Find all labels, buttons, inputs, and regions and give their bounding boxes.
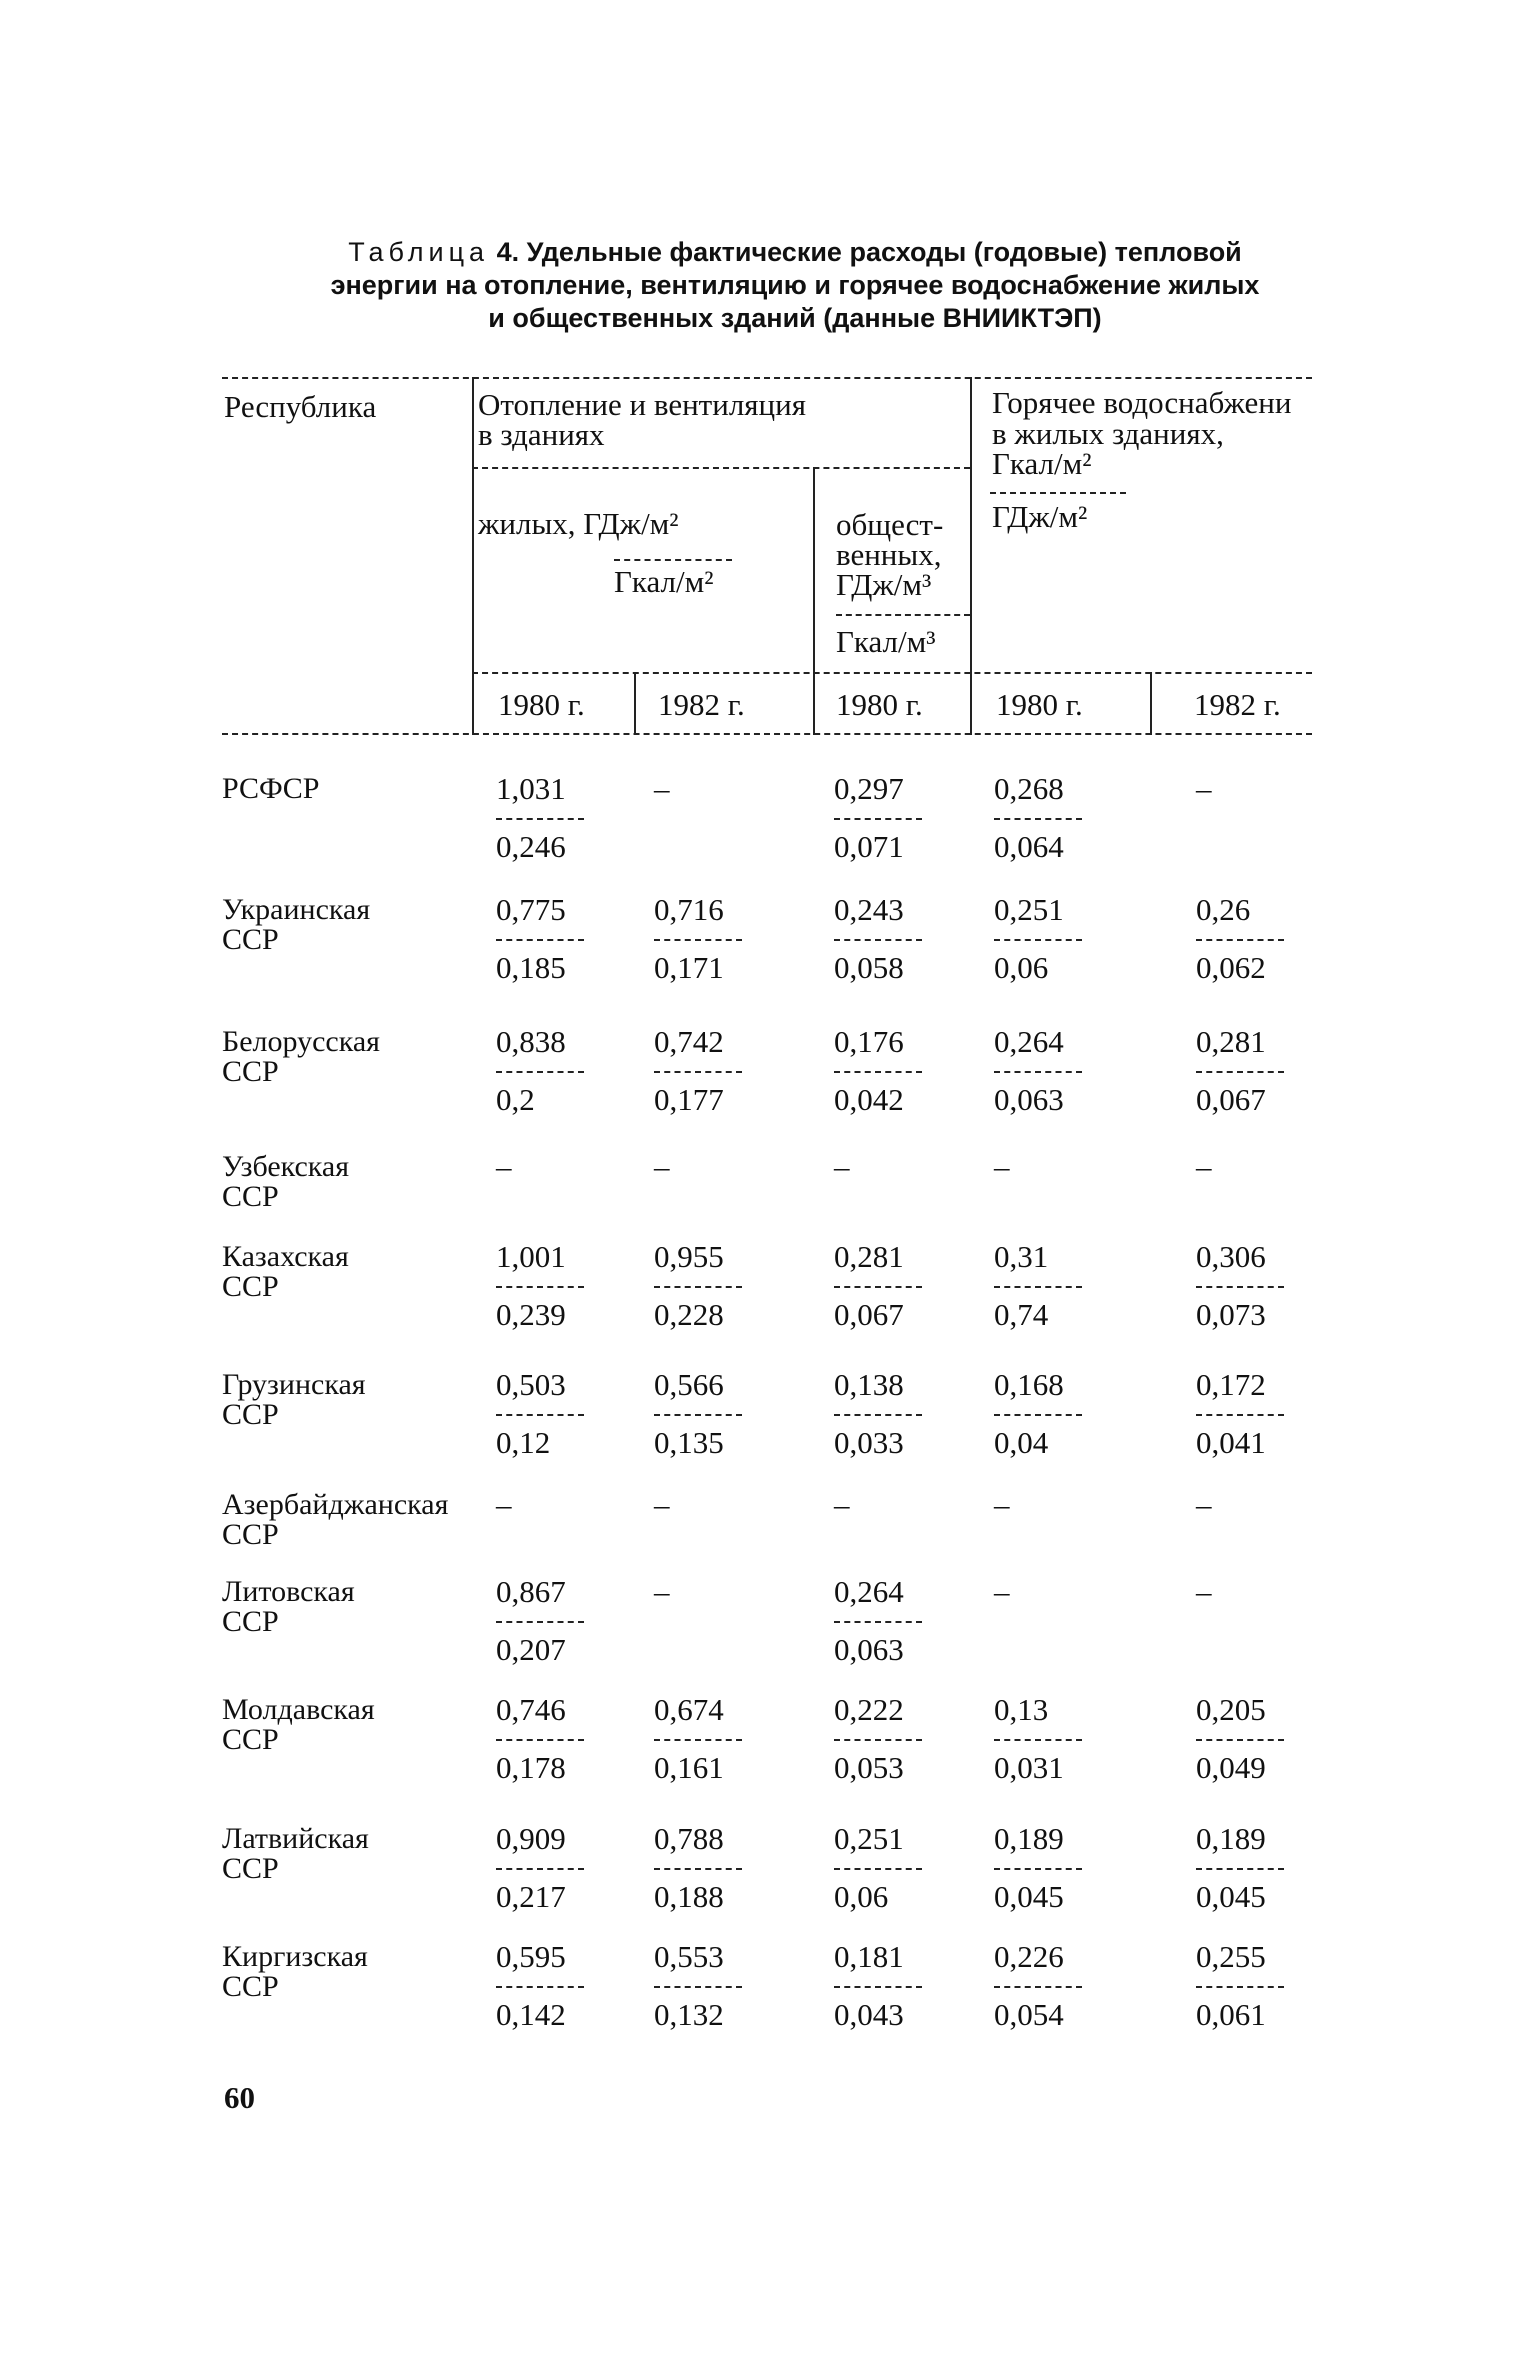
cell-value-gj: 0,264 — [994, 1024, 1064, 1059]
caption-line-2: энергии на отопление, вентиляцию и горячее водоснабжение жилых — [330, 270, 1260, 300]
row-republic-name: Киргизская — [222, 1940, 368, 1973]
row-republic-suffix: ССР — [222, 1518, 279, 1551]
fraction-rule — [496, 1986, 584, 1988]
cell-value-gcal: 0,031 — [994, 1750, 1064, 1785]
fraction-rule — [496, 818, 584, 820]
cell-value-gcal: 0,053 — [834, 1750, 904, 1785]
cell-value-gcal: 0,2 — [496, 1082, 535, 1117]
header-republic: Республика — [224, 389, 377, 424]
cell-value-gcal: 0,049 — [1196, 1750, 1266, 1785]
row-republic-suffix: ССР — [222, 1270, 279, 1303]
cell-value-gcal: 0,058 — [834, 950, 904, 985]
cell-value-gj: 0,264 — [834, 1574, 904, 1609]
fraction-rule — [834, 1986, 922, 1988]
cell-value-gcal: 0,071 — [834, 829, 904, 864]
fraction-rule — [834, 1286, 922, 1288]
fraction-rule — [994, 818, 1082, 820]
header-res-2: Гкал/м² — [614, 564, 714, 599]
cell-value-gj: – — [834, 1487, 850, 1522]
fraction-rule — [994, 1868, 1082, 1870]
fraction-rule — [834, 818, 922, 820]
cell-value-gcal: 0,217 — [496, 1879, 566, 1914]
row-republic-name: Украинская — [222, 893, 371, 926]
cell-value-gj: 0,205 — [1196, 1692, 1266, 1727]
cell-value-gj: 0,746 — [496, 1692, 566, 1727]
cell-value-gcal: 0,246 — [496, 829, 566, 864]
header-hw-3: Гкал/м² — [992, 446, 1092, 481]
cell-value-gj: – — [496, 1487, 512, 1522]
cell-value-gcal: 0,073 — [1196, 1297, 1266, 1332]
cell-value-gcal: 0,06 — [994, 950, 1049, 985]
cell-value-gj: 0,775 — [496, 892, 566, 927]
fraction-rule — [1196, 1414, 1284, 1416]
caption-line-3: и общественных зданий (данные ВНИИКТЭП) — [488, 303, 1102, 333]
header-year-5: 1982 г. — [1194, 687, 1281, 722]
header-pub-2: венных, — [836, 537, 942, 572]
cell-value-gj: 0,172 — [1196, 1367, 1266, 1402]
fraction-rule — [496, 1286, 584, 1288]
row-republic-name: Латвийская — [222, 1822, 369, 1855]
cell-value-gj: – — [994, 1574, 1010, 1609]
cell-value-gj: 0,189 — [1196, 1821, 1266, 1856]
fraction-rule — [496, 1071, 584, 1073]
cell-value-gcal: 0,239 — [496, 1297, 566, 1332]
cell-value-gcal: 0,207 — [496, 1632, 566, 1667]
cell-value-gj: 0,867 — [496, 1574, 566, 1609]
page-number: 60 — [224, 2080, 255, 2115]
table-caption — [280, 236, 1310, 335]
cell-value-gj: 0,306 — [1196, 1239, 1266, 1274]
cell-value-gj: 0,566 — [654, 1367, 724, 1402]
row-republic-name: Литовская — [222, 1575, 355, 1608]
cell-value-gj: 0,226 — [994, 1939, 1064, 1974]
cell-value-gcal: 0,06 — [834, 1879, 889, 1914]
res-unit-rule — [614, 559, 732, 561]
cell-value-gj: – — [1196, 1487, 1212, 1522]
cell-value-gcal: 0,12 — [496, 1425, 551, 1460]
cell-value-gj: – — [1196, 1149, 1212, 1184]
cell-value-gcal: 0,178 — [496, 1750, 566, 1785]
row-republic-name: РСФСР — [222, 772, 320, 805]
cell-value-gcal: 0,228 — [654, 1297, 724, 1332]
fraction-rule — [834, 1071, 922, 1073]
cell-value-gcal: 0,171 — [654, 950, 724, 985]
cell-value-gcal: 0,067 — [834, 1297, 904, 1332]
row-republic-name: Молдавская — [222, 1693, 375, 1726]
header-pub-4: Гкал/м³ — [836, 624, 936, 659]
header-pub-3: ГДж/м³ — [836, 567, 932, 602]
cell-value-gj: – — [654, 1574, 670, 1609]
fraction-rule — [834, 1739, 922, 1741]
row-republic-suffix: ССР — [222, 1970, 279, 2003]
cell-value-gj: – — [1196, 1574, 1212, 1609]
cell-value-gcal: 0,188 — [654, 1879, 724, 1914]
fraction-rule — [654, 1986, 742, 1988]
row-republic-name: Узбекская — [222, 1150, 350, 1183]
cell-value-gj: 0,281 — [834, 1239, 904, 1274]
fraction-rule — [654, 1414, 742, 1416]
fraction-rule — [1196, 1286, 1284, 1288]
cell-value-gj: – — [994, 1487, 1010, 1522]
cell-value-gj: 0,176 — [834, 1024, 904, 1059]
cell-value-gj: – — [834, 1149, 850, 1184]
year-vline-2 — [1150, 672, 1152, 735]
cell-value-gcal: 0,045 — [1196, 1879, 1266, 1914]
cell-value-gcal: 0,061 — [1196, 1997, 1266, 2032]
fraction-rule — [654, 1071, 742, 1073]
header-hw-4: ГДж/м² — [992, 499, 1088, 534]
row-republic-suffix: ССР — [222, 1605, 279, 1638]
fraction-rule — [834, 1868, 922, 1870]
cell-value-gj: 0,138 — [834, 1367, 904, 1402]
row-republic-suffix: ССР — [222, 1055, 279, 1088]
cell-value-gj: – — [654, 771, 670, 806]
cell-value-gcal: 0,74 — [994, 1297, 1049, 1332]
cell-value-gj: 0,955 — [654, 1239, 724, 1274]
cell-value-gcal: 0,033 — [834, 1425, 904, 1460]
fraction-rule — [1196, 1071, 1284, 1073]
header-heating-2: в зданиях — [478, 417, 605, 452]
cell-value-gcal: 0,142 — [496, 1997, 566, 2032]
fraction-rule — [834, 939, 922, 941]
cell-value-gj: 0,553 — [654, 1939, 724, 1974]
cell-value-gj: 1,031 — [496, 771, 566, 806]
fraction-rule — [994, 1286, 1082, 1288]
cell-value-gj: – — [1196, 771, 1212, 806]
header-heating-1: Отопление и вентиляция — [478, 387, 806, 422]
cell-value-gj: 0,281 — [1196, 1024, 1266, 1059]
cell-value-gj: 0,31 — [994, 1239, 1049, 1274]
header-pub-1: общест- — [836, 507, 944, 542]
cell-value-gj: – — [654, 1149, 670, 1184]
fraction-rule — [1196, 1986, 1284, 1988]
pub-unit-rule — [836, 614, 970, 616]
header-top-rule — [222, 377, 1312, 379]
fraction-rule — [654, 1739, 742, 1741]
cell-value-gj: 0,243 — [834, 892, 904, 927]
cell-value-gj: – — [994, 1149, 1010, 1184]
fraction-rule — [496, 939, 584, 941]
row-republic-name: Азербайджанская — [222, 1488, 449, 1521]
heating-subrule — [472, 467, 970, 469]
cell-value-gj: 0,251 — [994, 892, 1064, 927]
fraction-rule — [496, 1868, 584, 1870]
header-year-2: 1982 г. — [658, 687, 745, 722]
cell-value-gcal: 0,063 — [994, 1082, 1064, 1117]
cell-value-gcal: 0,054 — [994, 1997, 1064, 2032]
cell-value-gj: 1,001 — [496, 1239, 566, 1274]
cell-value-gj: 0,13 — [994, 1692, 1049, 1727]
cell-value-gj: 0,268 — [994, 771, 1064, 806]
fraction-rule — [994, 939, 1082, 941]
header-vline-1 — [472, 377, 474, 735]
cell-value-gj: 0,189 — [994, 1821, 1064, 1856]
cell-value-gj: 0,503 — [496, 1367, 566, 1402]
header-bottom-rule — [222, 733, 1312, 735]
row-republic-name: Белорусская — [222, 1025, 380, 1058]
cell-value-gj: – — [654, 1487, 670, 1522]
header-res-1: жилых, ГДж/м² — [478, 506, 679, 541]
row-republic-suffix: ССР — [222, 923, 279, 956]
cell-value-gcal: 0,161 — [654, 1750, 724, 1785]
hw-unit-rule — [990, 492, 1126, 494]
cell-value-gj: 0,181 — [834, 1939, 904, 1974]
cell-value-gj: 0,742 — [654, 1024, 724, 1059]
fraction-rule — [994, 1414, 1082, 1416]
fraction-rule — [654, 1868, 742, 1870]
cell-value-gcal: 0,062 — [1196, 950, 1266, 985]
fraction-rule — [1196, 1868, 1284, 1870]
cell-value-gj: 0,168 — [994, 1367, 1064, 1402]
fraction-rule — [496, 1739, 584, 1741]
cell-value-gj: 0,838 — [496, 1024, 566, 1059]
cell-value-gj: 0,788 — [654, 1821, 724, 1856]
header-hw-1: Горячее водоснабжени — [992, 385, 1292, 420]
cell-value-gj: 0,255 — [1196, 1939, 1266, 1974]
cell-value-gcal: 0,043 — [834, 1997, 904, 2032]
row-republic-suffix: ССР — [222, 1852, 279, 1885]
cell-value-gcal: 0,063 — [834, 1632, 904, 1667]
header-hw-2: в жилых зданиях, — [992, 416, 1224, 451]
caption-lead: Таблица — [348, 237, 490, 267]
header-vline-3 — [813, 467, 815, 735]
header-year-1: 1980 г. — [498, 687, 585, 722]
row-republic-name: Казахская — [222, 1240, 349, 1273]
cell-value-gj: 0,909 — [496, 1821, 566, 1856]
cell-value-gcal: 0,041 — [1196, 1425, 1266, 1460]
fraction-rule — [834, 1621, 922, 1623]
header-year-4: 1980 г. — [996, 687, 1083, 722]
year-vline-1 — [634, 672, 636, 735]
row-republic-suffix: ССР — [222, 1398, 279, 1431]
year-top-rule — [472, 672, 1312, 674]
header-vline-2 — [970, 377, 972, 735]
cell-value-gj: – — [496, 1149, 512, 1184]
fraction-rule — [654, 1286, 742, 1288]
cell-value-gcal: 0,067 — [1196, 1082, 1266, 1117]
row-republic-name: Грузинская — [222, 1368, 366, 1401]
cell-value-gj: 0,251 — [834, 1821, 904, 1856]
fraction-rule — [994, 1739, 1082, 1741]
cell-value-gcal: 0,177 — [654, 1082, 724, 1117]
fraction-rule — [496, 1414, 584, 1416]
cell-value-gj: 0,222 — [834, 1692, 904, 1727]
cell-value-gj: 0,595 — [496, 1939, 566, 1974]
cell-value-gcal: 0,185 — [496, 950, 566, 985]
cell-value-gj: 0,674 — [654, 1692, 724, 1727]
header-year-3: 1980 г. — [836, 687, 923, 722]
cell-value-gcal: 0,04 — [994, 1425, 1049, 1460]
cell-value-gcal: 0,135 — [654, 1425, 724, 1460]
fraction-rule — [994, 1071, 1082, 1073]
cell-value-gcal: 0,042 — [834, 1082, 904, 1117]
cell-value-gcal: 0,132 — [654, 1997, 724, 2032]
fraction-rule — [1196, 939, 1284, 941]
fraction-rule — [496, 1621, 584, 1623]
fraction-rule — [654, 939, 742, 941]
caption-line-1: 4. Удельные фактические расходы (годовые) тепловой — [496, 237, 1242, 267]
fraction-rule — [1196, 1739, 1284, 1741]
row-republic-suffix: ССР — [222, 1180, 279, 1213]
cell-value-gcal: 0,064 — [994, 829, 1064, 864]
cell-value-gj: 0,716 — [654, 892, 724, 927]
cell-value-gj: 0,26 — [1196, 892, 1251, 927]
cell-value-gcal: 0,045 — [994, 1879, 1064, 1914]
fraction-rule — [994, 1986, 1082, 1988]
row-republic-suffix: ССР — [222, 1723, 279, 1756]
fraction-rule — [834, 1414, 922, 1416]
cell-value-gj: 0,297 — [834, 771, 904, 806]
